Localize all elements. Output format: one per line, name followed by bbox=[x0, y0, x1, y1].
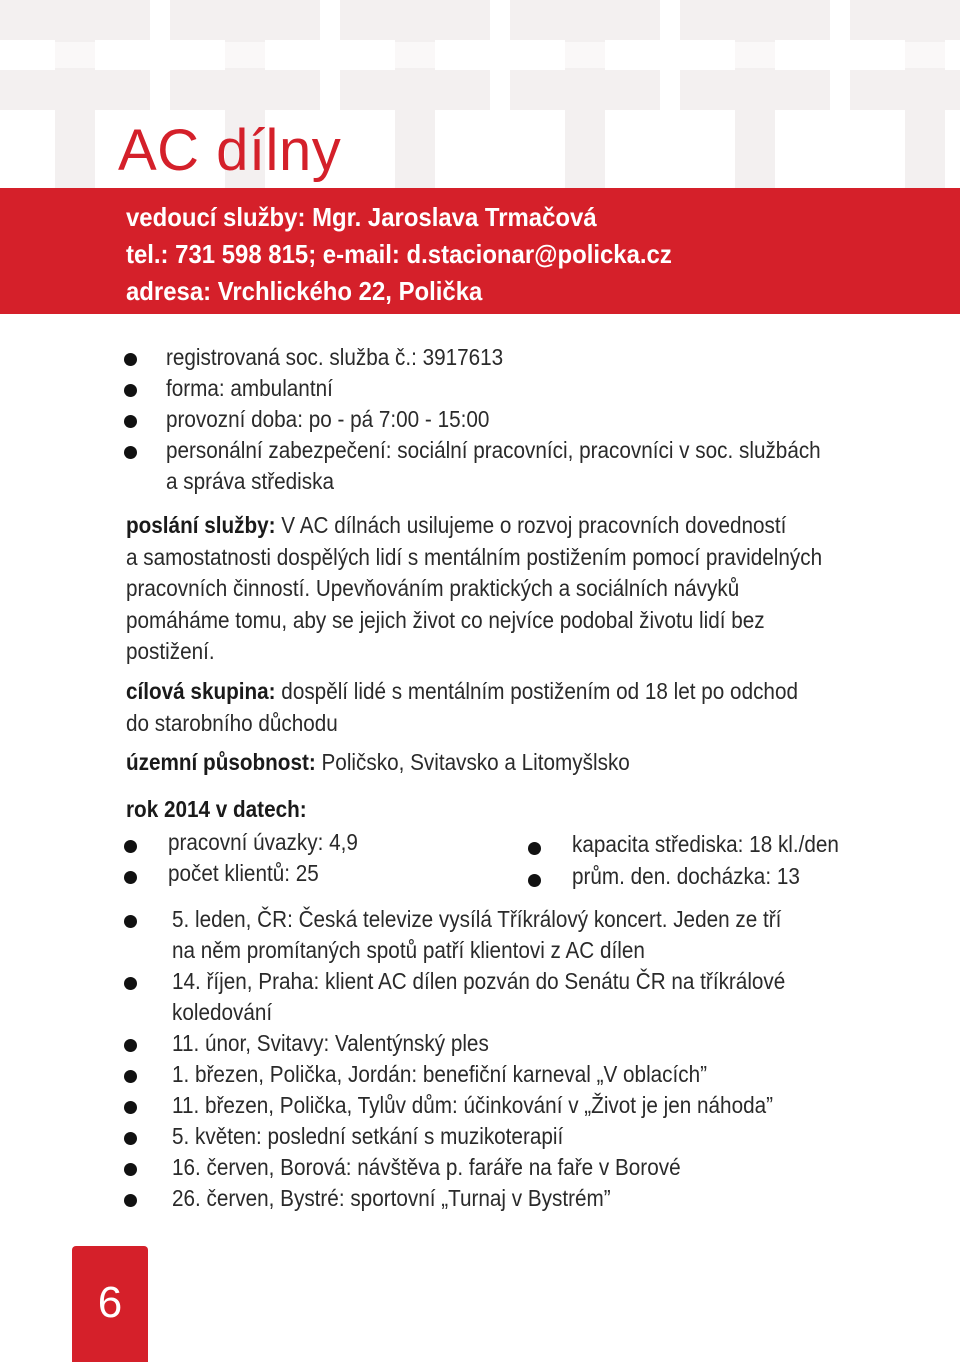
contact-line: tel.: 731 598 815; e-mail: d.stacionar@policka.cz bbox=[126, 239, 672, 269]
bullet-icon bbox=[124, 1132, 137, 1145]
bullet-icon bbox=[528, 842, 541, 855]
staff-text: personální zabezpečení: sociální pracovníci, pracovníci v soc. službách bbox=[166, 437, 821, 463]
list-item bbox=[124, 1028, 924, 1059]
mission-line-4: pomáháme tomu, aby se jejich život co nejvíce podobal životu lidí bez bbox=[126, 606, 765, 633]
bullet-icon bbox=[124, 353, 137, 366]
bullet-icon bbox=[124, 915, 137, 928]
mission-line-3: pracovních činností. Upevňováním praktických a sociálních návyků bbox=[126, 575, 740, 601]
bullet-icon bbox=[124, 446, 137, 459]
territory-paragraph bbox=[126, 747, 630, 779]
list-item bbox=[124, 404, 924, 435]
bullet-icon bbox=[124, 977, 137, 990]
list-item bbox=[124, 1152, 924, 1183]
page-number: 6 bbox=[97, 1278, 123, 1327]
contact-band bbox=[0, 188, 960, 314]
bullet-icon bbox=[528, 874, 541, 887]
page-title: AC dílny bbox=[118, 118, 342, 183]
bullet-icon bbox=[124, 1194, 137, 1207]
event-line-1: 5. leden, ČR: Česká televize vysílá Tříkrálový koncert. Jeden ze tří bbox=[172, 906, 782, 932]
mission-line-1: V AC dílnách usilujeme o rozvoj pracovních dovedností bbox=[275, 512, 787, 538]
stat-workload: pracovní úvazky: 4,9 bbox=[168, 829, 358, 855]
manager-line: vedoucí služby: Mgr. Jaroslava Trmačová bbox=[126, 202, 597, 232]
target-group-paragraph bbox=[126, 676, 798, 739]
list-item bbox=[124, 904, 924, 966]
target-group-line-2: do starobního důchodu bbox=[126, 709, 338, 736]
list-item bbox=[124, 373, 924, 404]
event-line-1: 11. únor, Svitavy: Valentýnský ples bbox=[172, 1030, 489, 1056]
list-item bbox=[124, 1059, 924, 1090]
target-group-line-1: dospělí lidé s mentálním postižením od 18 let po odchod bbox=[275, 678, 798, 704]
list-item-continuation bbox=[124, 466, 924, 497]
page-number-tab bbox=[72, 1246, 148, 1362]
event-line-1: 11. březen, Polička, Tylův dům: účinkování v „Život je jen náhoda” bbox=[172, 1092, 774, 1118]
events-list bbox=[124, 904, 924, 1214]
bullet-icon bbox=[124, 871, 137, 884]
bullet-icon bbox=[124, 1163, 137, 1176]
event-line-1: 5. květen: poslední setkání s muzikoterapií bbox=[172, 1123, 564, 1149]
stat-clients: počet klientů: 25 bbox=[168, 860, 319, 886]
bullet-icon bbox=[124, 1101, 137, 1114]
event-line-2: na něm promítaných spotů patří klientovi z AC dílen bbox=[172, 937, 645, 963]
address-line: adresa: Vrchlického 22, Polička bbox=[126, 276, 483, 306]
staff-text-continuation: a správa střediska bbox=[166, 468, 334, 494]
form-text: forma: ambulantní bbox=[166, 375, 333, 401]
event-line-2: koledování bbox=[172, 999, 273, 1025]
list-item bbox=[124, 1121, 924, 1152]
info-list bbox=[124, 342, 924, 497]
stat-capacity: kapacita střediska: 18 kl./den bbox=[572, 831, 839, 857]
target-group-label: cílová skupina: bbox=[126, 678, 276, 704]
event-line-1: 1. březen, Polička, Jordán: benefiční karneval „V oblacích” bbox=[172, 1061, 708, 1087]
registration-text: registrovaná soc. služba č.: 3917613 bbox=[166, 344, 504, 370]
hours-text: provozní doba: po - pá 7:00 - 15:00 bbox=[166, 406, 490, 432]
territory-label: územní působnost: bbox=[126, 749, 316, 775]
bullet-icon bbox=[124, 1070, 137, 1083]
mission-paragraph bbox=[126, 510, 822, 668]
event-line-1: 26. červen, Bystré: sportovní „Turnaj v Bystrém” bbox=[172, 1185, 611, 1211]
list-item bbox=[124, 342, 924, 373]
stat-attendance: prům. den. docházka: 13 bbox=[572, 863, 800, 889]
bullet-icon bbox=[124, 1039, 137, 1052]
mission-line-5: postižení. bbox=[126, 638, 215, 664]
list-item bbox=[124, 435, 924, 466]
bullet-icon bbox=[124, 840, 137, 853]
mission-line-2: a samostatnosti dospělých lidí s mentálním postižením pomocí pravidelných bbox=[126, 543, 823, 570]
stats-heading: rok 2014 v datech: bbox=[126, 796, 307, 822]
list-item bbox=[124, 1183, 924, 1214]
list-item bbox=[124, 966, 924, 1028]
bullet-icon bbox=[124, 384, 137, 397]
event-line-1: 16. červen, Borová: návštěva p. faráře na faře v Borové bbox=[172, 1154, 681, 1180]
bullet-icon bbox=[124, 415, 137, 428]
list-item bbox=[124, 1090, 924, 1121]
event-line-1: 14. říjen, Praha: klient AC dílen pozván do Senátu ČR na tříkrálové bbox=[172, 968, 786, 994]
territory-value: Poličsko, Svitavsko a Litomyšlsko bbox=[315, 749, 630, 775]
mission-label: poslání služby: bbox=[126, 512, 276, 538]
